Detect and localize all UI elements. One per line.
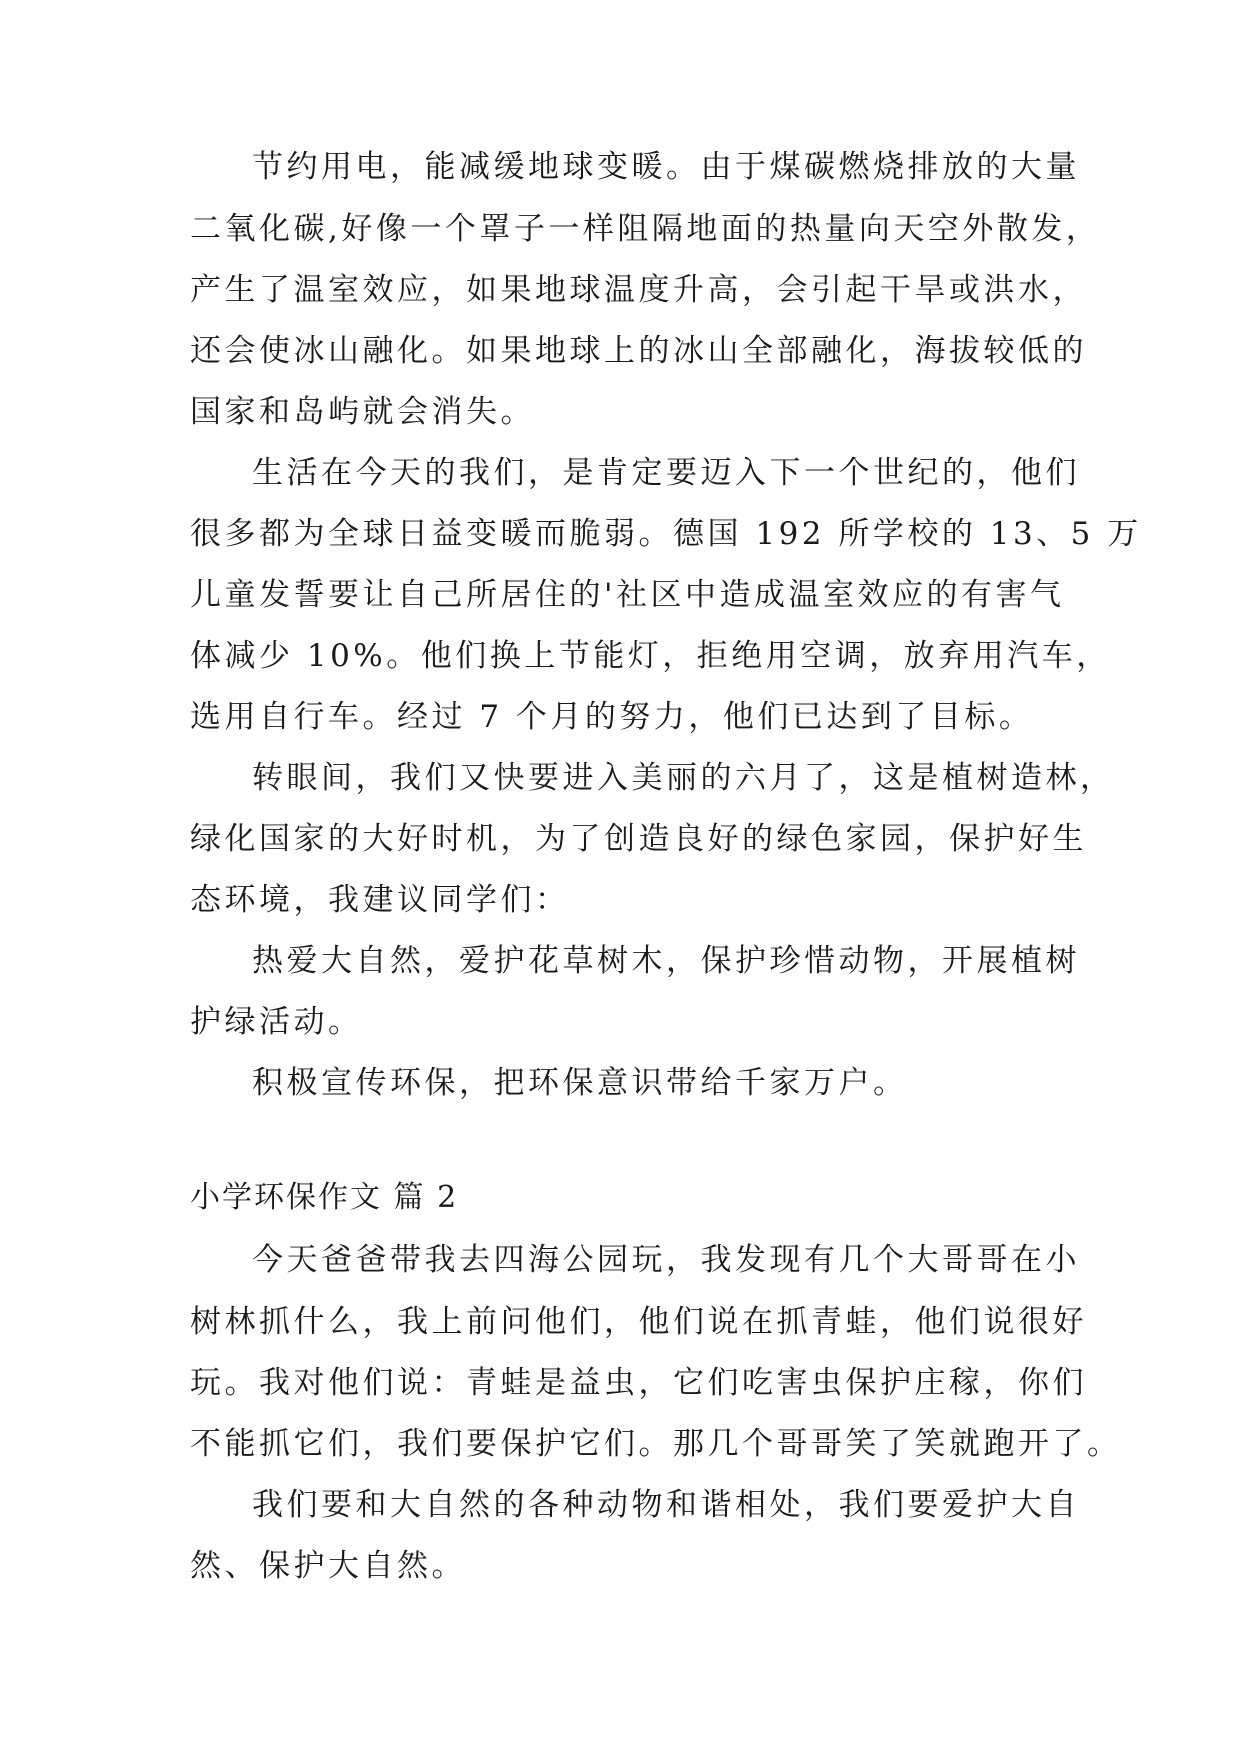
paragraph-2-line-3: 儿童发誓要让自己所居住的'社区中造成温室效应的有害气 xyxy=(190,577,1065,613)
section-title: 小学环保作文 篇 2 xyxy=(190,1180,459,1215)
paragraph-2-line-2: 很多都为全球日益变暖而脆弱。德国 192 所学校的 13、5 万 xyxy=(190,516,1142,552)
paragraph-1-line-2: 二氧化碳,好像一个罩子一样阻隔地面的热量向天空外散发， xyxy=(190,211,1101,247)
paragraph-3-line-1: 转眼间，我们又快要进入美丽的六月了，这是植树造林， xyxy=(252,760,1115,796)
paragraph-1-line-1: 节约用电，能减缓地球变暖。由于煤碳燃烧排放的大量 xyxy=(252,149,1080,185)
paragraph-1-line-5: 国家和岛屿就会消失。 xyxy=(190,394,535,430)
paragraph-2-line-5: 选用自行车。经过 7 个月的努力，他们已达到了目标。 xyxy=(190,699,1034,735)
section-paragraph-1-line-3: 玩。我对他们说：青蛙是益虫，它们吃害虫保护庄稼，你们 xyxy=(190,1365,1087,1401)
paragraph-2-line-1: 生活在今天的我们，是肯定要迈入下一个世纪的，他们 xyxy=(252,455,1080,491)
paragraph-3-line-3: 态环境，我建议同学们： xyxy=(190,882,570,918)
section-paragraph-1-line-4: 不能抓它们，我们要保护它们。那几个哥哥笑了笑就跑开了。 xyxy=(190,1426,1122,1462)
section-paragraph-2-line-1: 我们要和大自然的各种动物和谐相处，我们要爱护大自 xyxy=(252,1487,1080,1523)
paragraph-1-line-3: 产生了温室效应，如果地球温度升高，会引起干旱或洪水， xyxy=(190,272,1087,308)
paragraph-5-line-1: 积极宣传环保，把环保意识带给千家万户。 xyxy=(252,1065,908,1101)
paragraph-4-line-1: 热爱大自然，爱护花草树木，保护珍惜动物，开展植树 xyxy=(252,943,1080,979)
paragraph-3-line-2: 绿化国家的大好时机，为了创造良好的绿色家园，保护好生 xyxy=(190,821,1087,857)
section-paragraph-1-line-1: 今天爸爸带我去四海公园玩，我发现有几个大哥哥在小 xyxy=(252,1242,1080,1278)
section-paragraph-1-line-2: 树林抓什么，我上前问他们，他们说在抓青蛙，他们说很好 xyxy=(190,1304,1087,1340)
paragraph-4-line-2: 护绿活动。 xyxy=(190,1004,363,1040)
section-paragraph-2-line-2: 然、保护大自然。 xyxy=(190,1548,466,1584)
paragraph-1-line-4: 还会使冰山融化。如果地球上的冰山全部融化，海拔较低的 xyxy=(190,333,1087,369)
paragraph-2-line-4: 体减少 10%。他们换上节能灯，拒绝用空调，放弃用汽车， xyxy=(190,638,1111,674)
